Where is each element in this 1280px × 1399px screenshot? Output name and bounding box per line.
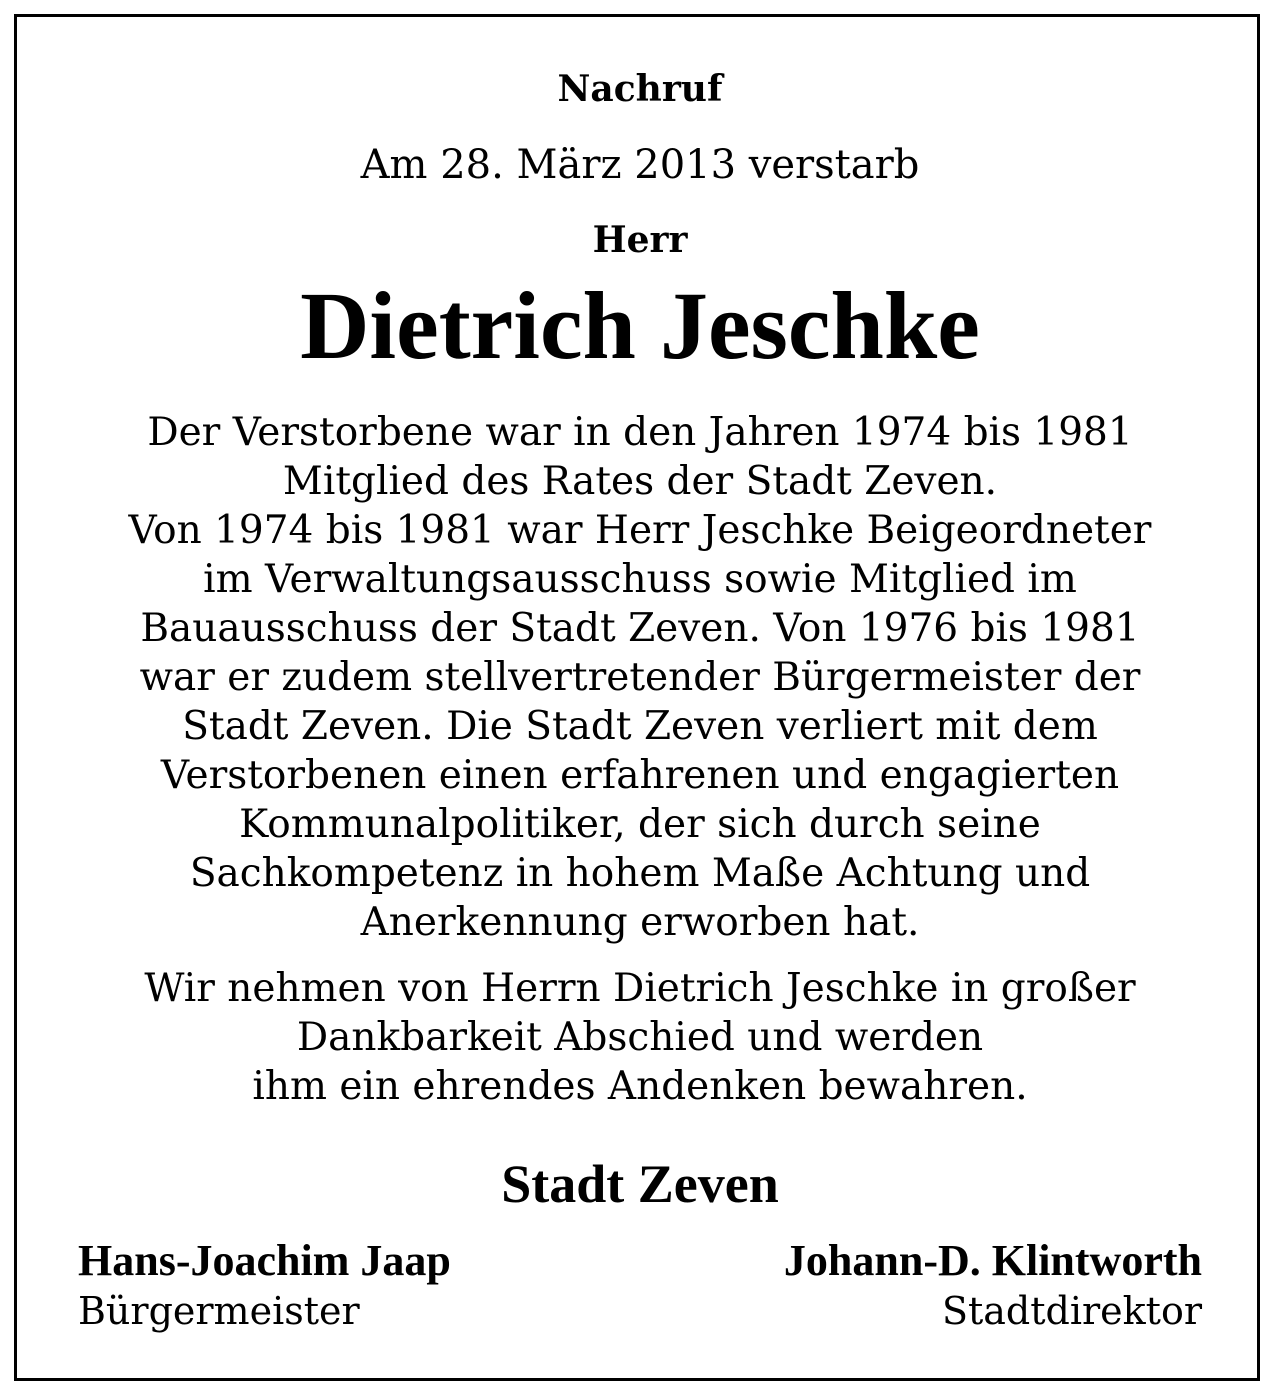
body-line: Mitglied des Rates der Stadt Zeven. [282,459,998,504]
death-date-line: Am 28. März 2013 verstarb [360,142,920,188]
signer-mayor [78,1236,451,1336]
deceased-name: Dietrich Jeschke [300,272,980,379]
signer-role: Bürgermeister [78,1289,360,1333]
body-line: war er zudem stellvertretender Bürgermeister der [139,655,1141,700]
body-line: Der Verstorbene war in den Jahren 1974 bis 1981 [147,410,1133,455]
signer-name: Hans-Joachim Jaap [78,1236,451,1285]
notice-body [0,408,1280,947]
body-line: Anerkennung erworben hat. [360,900,920,945]
closing-line: ihm ein ehrendes Andenken bewahren. [252,1064,1028,1109]
body-line: Kommunalpolitiker, der sich durch seine [239,802,1041,847]
notice-heading: Nachruf [557,68,723,110]
closing-line: Dankbarkeit Abschied und werden [296,1015,984,1060]
body-line: Von 1974 bis 1981 war Herr Jeschke Beigeordneter [128,508,1152,553]
signer-city-director [784,1236,1202,1336]
closing-text [0,964,1280,1111]
signer-role: Stadtdirektor [941,1289,1202,1333]
body-line: Sachkompetenz in hohem Maße Achtung und [189,851,1091,896]
body-line: Verstorbenen einen erfahrenen und engagierten [160,753,1120,798]
body-line: Stadt Zeven. Die Stadt Zeven verliert mit dem [182,704,1098,749]
signer-name: Johann-D. Klintworth [783,1236,1202,1285]
organization-name: Stadt Zeven [501,1154,779,1214]
closing-line: Wir nehmen von Herrn Dietrich Jeschke in großer [144,966,1136,1011]
body-line: Bauausschuss der Stadt Zeven. Von 1976 bis 1981 [140,606,1140,651]
honorific: Herr [592,219,688,261]
body-line: im Verwaltungsausschuss sowie Mitglied im [203,557,1077,602]
